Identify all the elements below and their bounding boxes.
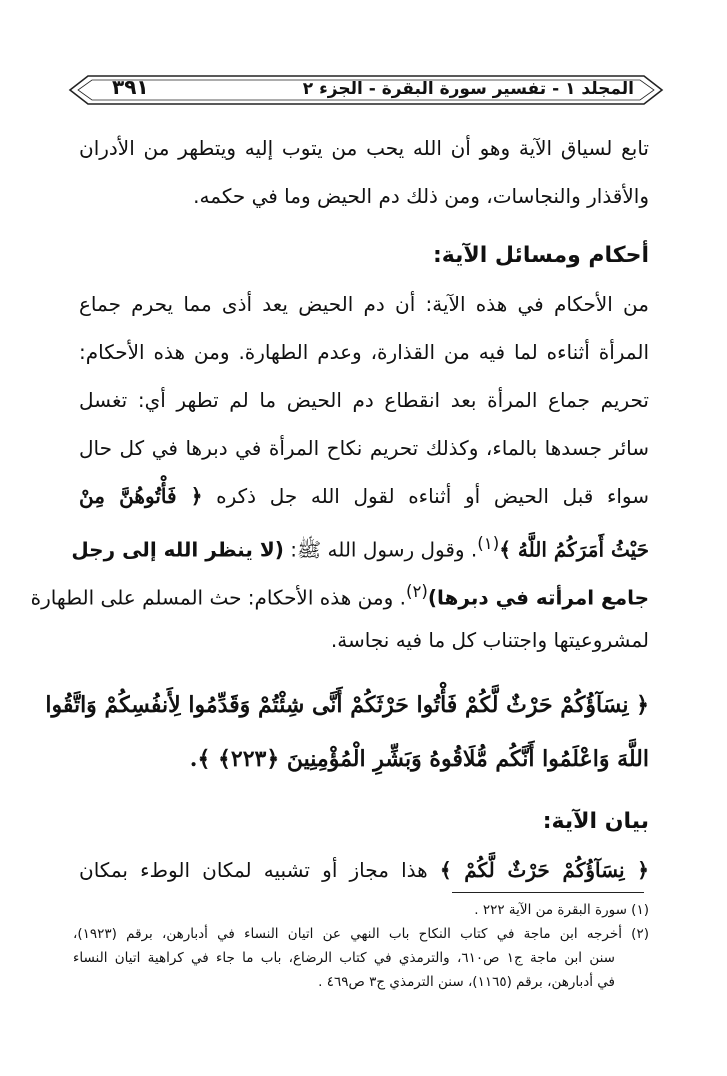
footnote-ref[interactable]: (١) [477, 534, 500, 553]
page-number: ٣٩١ [112, 75, 149, 99]
section-heading: بيان الآية: [542, 809, 649, 834]
footnote-ref[interactable]: (٢) [405, 582, 428, 601]
paragraph-line [79, 846, 649, 894]
quran-verse-line: اللَّهَ وَاعْلَمُوا أَنَّكُم مُّلَاقُوهُ وَبَشِّرِ الْمُؤْمِنِينَ ﴿٢٢٣﴾ ﴾. [189, 746, 649, 772]
footnote-line: (١) سورة البقرة من الآية ٢٢٢ . [474, 902, 649, 918]
paragraph-line: لمشروعيتها واجتناب كل ما فيه نجاسة. [330, 628, 649, 652]
footnotes [73, 898, 649, 994]
hadith-quote: (لا ينظر الله إلى رجل [71, 537, 284, 562]
quran-verse-line: ﴿ نِسَآؤُكُمْ حَرْثٌ لَّكُمْ فَأْتُوا حَرْثَكُمْ أَنَّى شِئْتُمْ وَقَدِّمُوا لِأَنفُسِكُمْ وَاتَّقُوا [45, 692, 649, 718]
footnote-line: سنن ابن ماجة ج١ ص٦١٠، والترمذي في كتاب الرضاع، باب ما جاء في كراهية اتيان النساء [73, 950, 615, 966]
line-text: هذا مجاز أو تشبيه لمكان الوطء بمكان [79, 858, 440, 882]
running-title: المجلد ١ - تفسير سورة البقرة - الجزء ٢ [302, 79, 634, 99]
footnote-divider [452, 892, 644, 893]
footnote-line: (٢) أخرجه ابن ماجة في كتاب النكاح باب النهي عن اتيان النساء في أدبارهن، برقم (١٩٢٣)، [73, 926, 649, 942]
section-heading: أحكام ومسائل الآية: [432, 243, 649, 268]
line-text: . وقول رسول الله ﷺ: [283, 537, 478, 562]
paragraph-line [79, 472, 649, 520]
line-text: سواء قبل الحيض أو أثناءه لقول الله جل ذكره [216, 484, 650, 508]
paragraph-line: المرأة أثناءه لما فيه من القذارة، وعدم الطهارة. ومن هذه الأحكام: [79, 340, 649, 364]
footnote-line: في أدبارهن، برقم (١١٦٥)، سنن الترمذي ج٣ ص٤٦٩ . [318, 974, 615, 990]
line-text: . ومن هذه الأحكام: حث المسلم على الطهارة [30, 585, 406, 610]
paragraph-line: تحريم جماع المرأة بعد انقطاع دم الحيض ما لم تطهر أي: تغسل [79, 388, 649, 412]
quran-quote: ﴿ نِسَآؤُكُمْ حَرْثٌ لَّكُمْ ﴾ [439, 858, 649, 882]
paragraph-line: والأقذار والنجاسات، ومن ذلك دم الحيض وما في حكمه. [193, 184, 649, 208]
paragraph-line: تابع لسياق الآية وهو أن الله يحب من يتوب إليه ويتطهر من الأدران [79, 136, 649, 160]
paragraph-line: سائر جسدها بالماء، وكذلك تحريم نكاح المرأة في دبرها في كل حال [79, 436, 649, 460]
quran-quote: حَيْثُ أَمَرَكُمُ اللَّهُ ﴾ [499, 537, 649, 562]
paragraph-line: من الأحكام في هذه الآية: أن دم الحيض يعد أذى مما يحرم جماع [79, 292, 649, 316]
main-text [30, 124, 650, 894]
paragraph-line [30, 568, 649, 616]
quran-quote: ﴿ فَأْتُوهُنَّ مِنْ [79, 484, 203, 508]
paragraph-line [71, 520, 649, 568]
hadith-quote: جامع امرأته في دبرها) [427, 585, 649, 610]
page-header [66, 72, 666, 108]
